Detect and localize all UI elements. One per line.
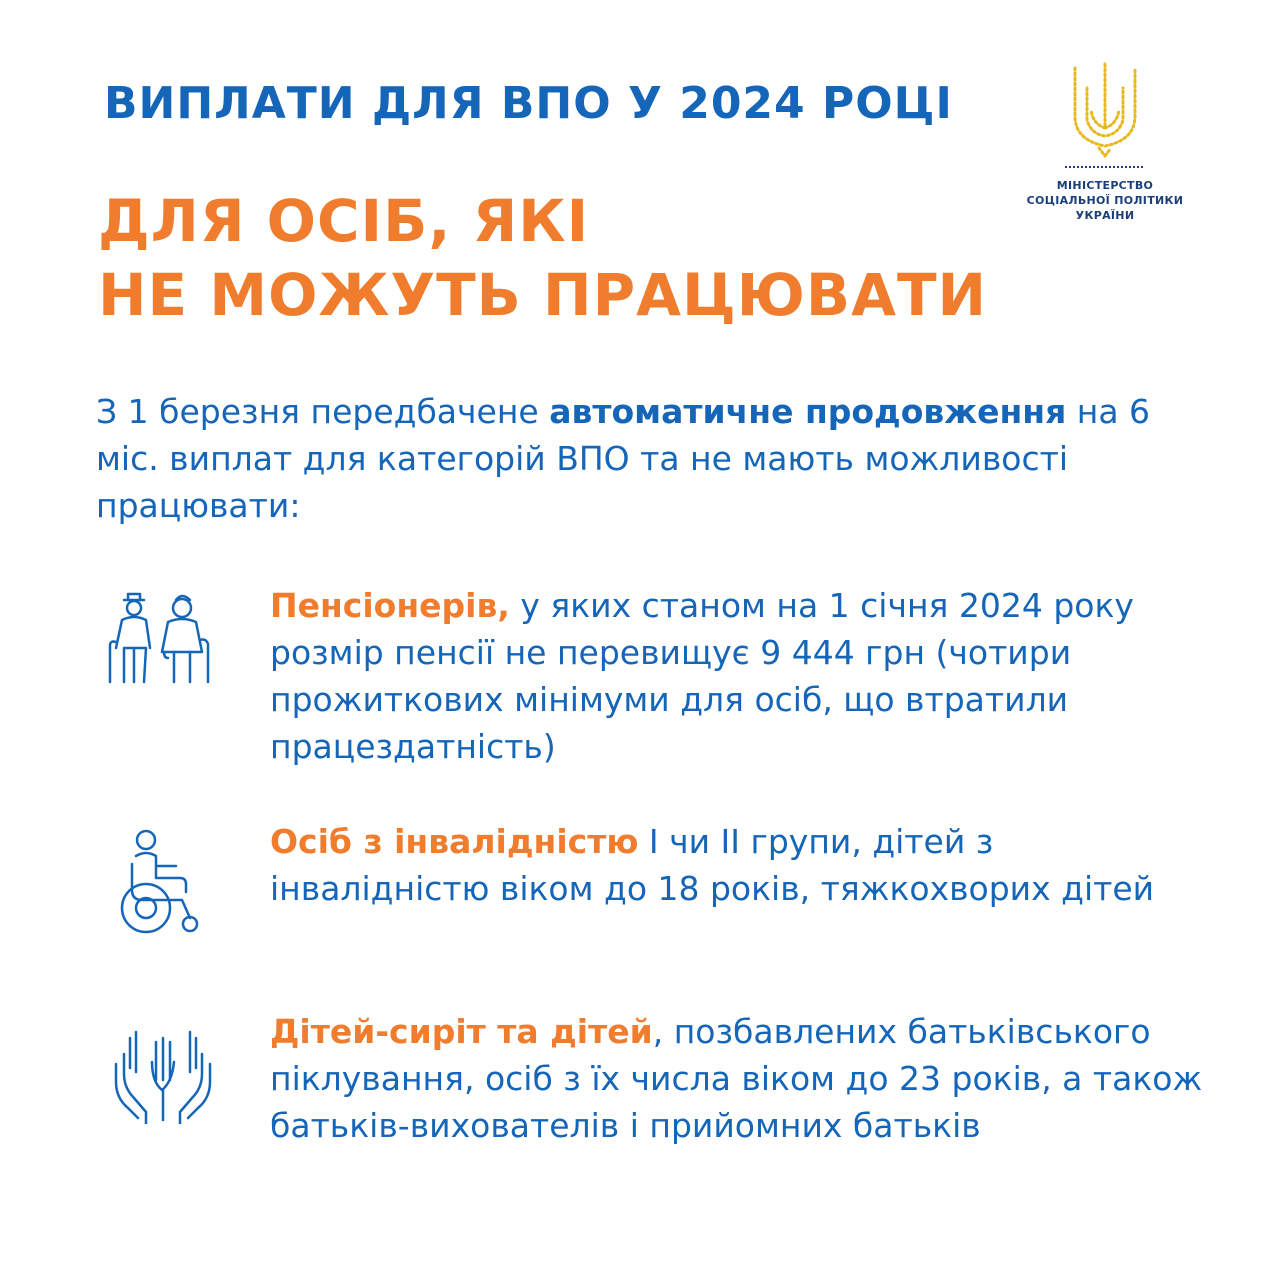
intro-text-after: на 6 міс. виплат для категорій ВПО та не мають можливості працювати: [96,392,1151,525]
page-title: ВИПЛАТИ ДЛЯ ВПО У 2024 РОЦІ [104,78,953,129]
list-item-rest: у яких станом на 1 січня 2024 року розмір пенсії не перевищує 9 444 грн (чотири прожиткових мінімуми для осіб, що втратили працездатність) [270,586,1134,766]
subtitle-line-1: ДЛЯ ОСІБ, ЯКІ [98,187,590,255]
logo-line-3: УКРАЇНИ [1075,209,1135,222]
wheelchair-icon [116,828,212,944]
logo-text [1020,178,1190,223]
list-item-text [270,582,1220,770]
logo-line-2: СОЦІАЛЬНОЇ ПОЛІТИКИ [1026,194,1184,207]
logo-divider [1065,164,1145,170]
subtitle-line-2: НЕ МОЖУТЬ ПРАЦЮВАТИ [98,261,988,329]
caring-hands-icon [108,1024,218,1128]
logo-line-1: МІНІСТЕРСТВО [1056,179,1154,192]
elderly-couple-icon [104,586,216,690]
trident-emblem-icon [1065,58,1145,158]
list-item-text [270,818,1220,912]
list-item-highlight: Дітей-сиріт та дітей [270,1012,653,1051]
ministry-logo [1020,58,1190,223]
intro-paragraph [96,388,1196,529]
list-item-rest: І чи ІІ групи, дітей з інвалідністю віком до 18 років, тяжкохворих дітей [270,822,1155,908]
intro-text-before: З 1 березня передбачене [96,392,550,431]
list-item-highlight: Пенсіонерів, [270,586,510,625]
list-item-text [270,1008,1220,1149]
page-subtitle [98,184,987,332]
list-item-highlight: Осіб з інвалідністю [270,822,639,861]
intro-highlight: автоматичне продовження [549,392,1067,431]
list-item-rest: , позбавлених батьківського піклування, осіб з їх числа віком до 23 років, а також батьків-вихователів і прийомних батьків [270,1012,1203,1145]
